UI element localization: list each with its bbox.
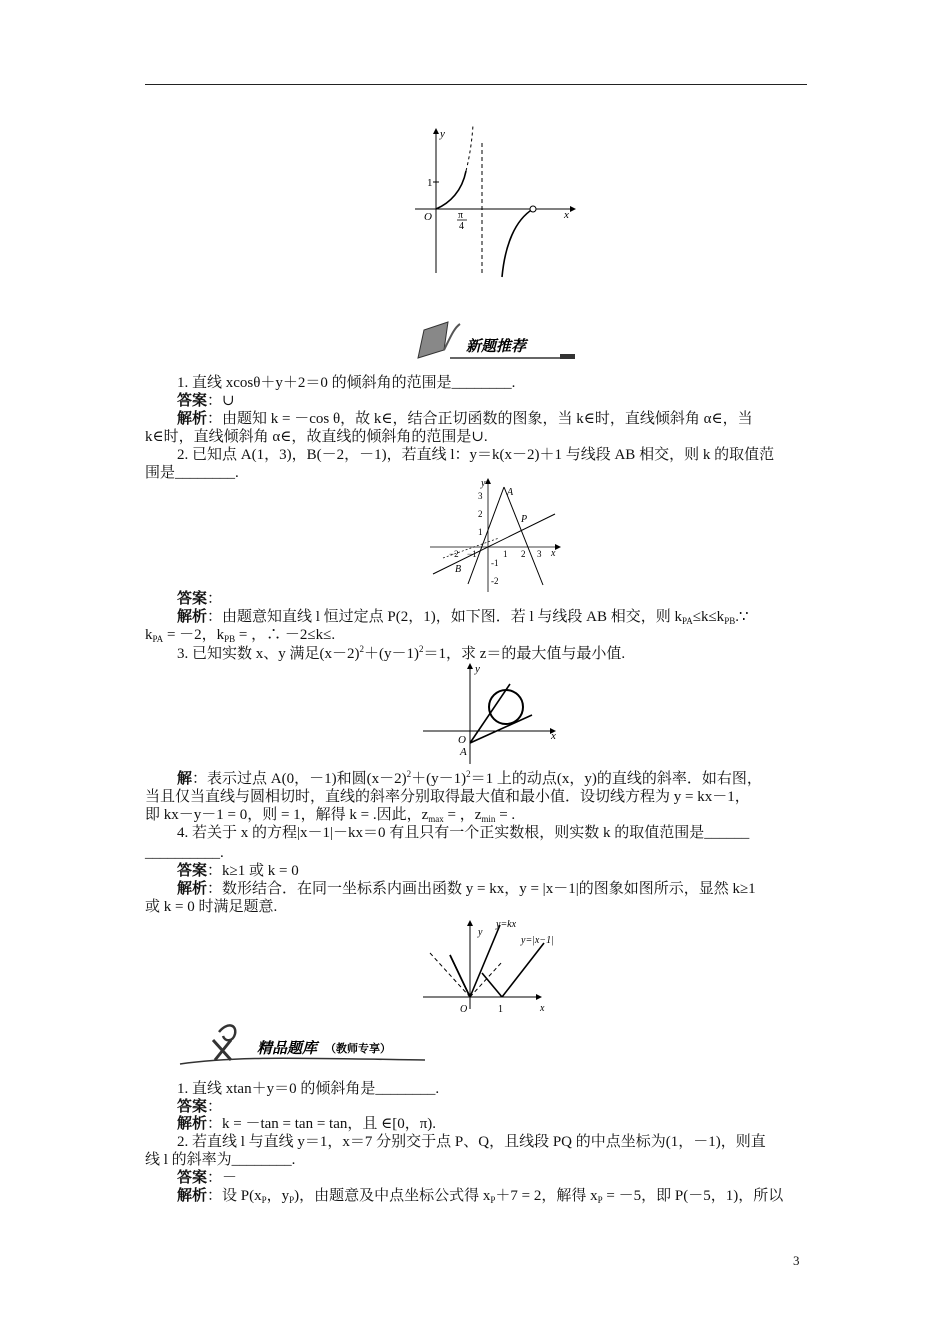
svg-text:y=|x−1|: y=|x−1|: [521, 935, 554, 946]
svg-text:P: P: [521, 514, 528, 525]
svg-text:−2: −2: [449, 549, 459, 559]
header-rule: [145, 84, 807, 85]
svg-text:4: 4: [459, 221, 464, 232]
graph-circle-tangent: [418, 660, 563, 770]
premium-library-banner: [175, 1020, 435, 1068]
q3-sol-1: 解：表示过点 A(0，－1)和圆$(x-2)^2+(y-1)^2=1$ 上的动点(x，y)的直线的斜率．如右图，: [177, 769, 762, 787]
section-lib-title: 精品题库: [257, 1041, 318, 1057]
svg-text:O: O: [424, 211, 432, 223]
q2-answer: 答案：: [177, 591, 223, 607]
lib-q2-answer: 答案：－: [177, 1170, 238, 1186]
section-new-title: 新题推荐: [466, 339, 527, 355]
lib-q1-sol: 解析：k = －tan = tan = tan，且 ∈[0，π).: [177, 1116, 437, 1132]
lib-q1-answer: 答案：: [177, 1099, 223, 1115]
q3: 3. 已知实数 x、y 满足$(x-2)^2+(y-1)^2=1$，求 z＝的最大值与最小值.: [177, 644, 626, 662]
lib-q2-1: 2. 若直线 l 与直线 y＝1，x＝7 分别交于点 P、Q，且线段 PQ 的中点坐标为(1，－1)，则直: [177, 1134, 766, 1150]
svg-text:−1: −1: [467, 549, 477, 559]
q3-sol-2: 当且仅当直线与圆相切时，直线的斜率分别取得最大值和最小值．设切线方程为 y = kx－1，: [145, 789, 750, 805]
svg-text:-1: -1: [491, 558, 499, 568]
graph-tangent: [410, 125, 580, 280]
q2-1: 2. 已知点 A(1，3)，B(－2，－1)，若直线 l：y＝k(x－2)＋1 与线段 AB 相交，则 k 的取值范: [177, 447, 775, 463]
q4-1: 4. 若关于 x 的方程|x－1|－kx＝0 有且只有一个正实数根，则实数 k 的取值范围是______: [177, 825, 750, 841]
graph-abs-kx: [418, 915, 554, 1015]
q1: 1. 直线 xcosθ＋y＋2＝0 的倾斜角的范围是________.: [177, 375, 516, 391]
svg-text:2: 2: [478, 509, 483, 519]
q4-sol-2: 或 k = 0 时满足题意.: [145, 899, 278, 915]
q3-sol-3: 即 kx－y－1 = 0，则 = 1，解得 k = .因此，$z_{max}$ = ，$z_{min}$ = .: [145, 807, 516, 824]
q2-2: 围是________.: [145, 465, 239, 481]
svg-text:2: 2: [521, 549, 526, 559]
graph-segment-ab: [425, 478, 565, 596]
svg-text:x: x: [551, 548, 556, 559]
q1-sol-2: k∈时，直线倾斜角 α∈，故直线的倾斜角的范围是∪.: [145, 429, 488, 445]
svg-text:1: 1: [503, 549, 508, 559]
lib-q2-sol: 解析：设 $P(x_P$，$y_P$)，由题意及中点坐标公式得 $x_P+7 = 2$，解得 $x_P = -5$，即 P(－5，1)，所以: [177, 1188, 784, 1205]
svg-text:x: x: [540, 1003, 545, 1014]
svg-text:-2: -2: [491, 576, 499, 586]
svg-text:3: 3: [478, 491, 483, 501]
q2-sol-2: $k_{PA} = -2$，$k_{PB}$ = ，∴ －2≤k≤.: [145, 627, 336, 644]
svg-text:x: x: [564, 209, 569, 221]
svg-text:y: y: [481, 478, 486, 489]
page-number: 3: [793, 1253, 800, 1268]
q4-2: __________.: [145, 845, 224, 861]
q1-sol-1: 解析：由题知 k = －cos θ，故 k∈，结合正切函数的图象，当 k∈时，直线倾斜角 α∈，当: [177, 411, 753, 427]
svg-text:A: A: [507, 487, 514, 498]
svg-text:π: π: [458, 210, 464, 221]
q4-answer: 答案：k≥1 或 k = 0: [177, 863, 299, 879]
section-lib-note: （教师专享）: [325, 1043, 391, 1055]
svg-text:x: x: [551, 730, 556, 742]
svg-text:B: B: [455, 564, 462, 575]
svg-text:A: A: [460, 746, 467, 758]
svg-text:1: 1: [427, 177, 433, 189]
svg-text:3: 3: [537, 549, 542, 559]
new-problems-banner: [410, 320, 580, 365]
q1-answer: 答案：∪: [177, 393, 235, 409]
lib-q2-2: 线 l 的斜率为________.: [145, 1152, 296, 1168]
q2-sol-1: 解析：由题意知直线 l 恒过定点 P(2，1)，如下图．若 l 与线段 AB 相交，则 $k_{PA}\le k\le k_{PB}.\because$: [177, 609, 749, 626]
svg-text:1: 1: [478, 527, 483, 537]
lib-q1: 1. 直线 xtan＋y＝0 的倾斜角是________.: [177, 1081, 440, 1097]
svg-text:y: y: [475, 663, 480, 675]
svg-text:1: 1: [498, 1004, 503, 1015]
svg-text:O: O: [460, 1004, 468, 1015]
q4-sol-1: 解析：数形结合．在同一坐标系内画出函数 y = kx，y = |x－1|的图象如图所示，显然 k≥1: [177, 881, 756, 897]
svg-text:y: y: [478, 927, 483, 938]
svg-text:y=kx: y=kx: [496, 919, 517, 930]
svg-text:O: O: [458, 734, 466, 746]
svg-text:y: y: [440, 128, 445, 140]
